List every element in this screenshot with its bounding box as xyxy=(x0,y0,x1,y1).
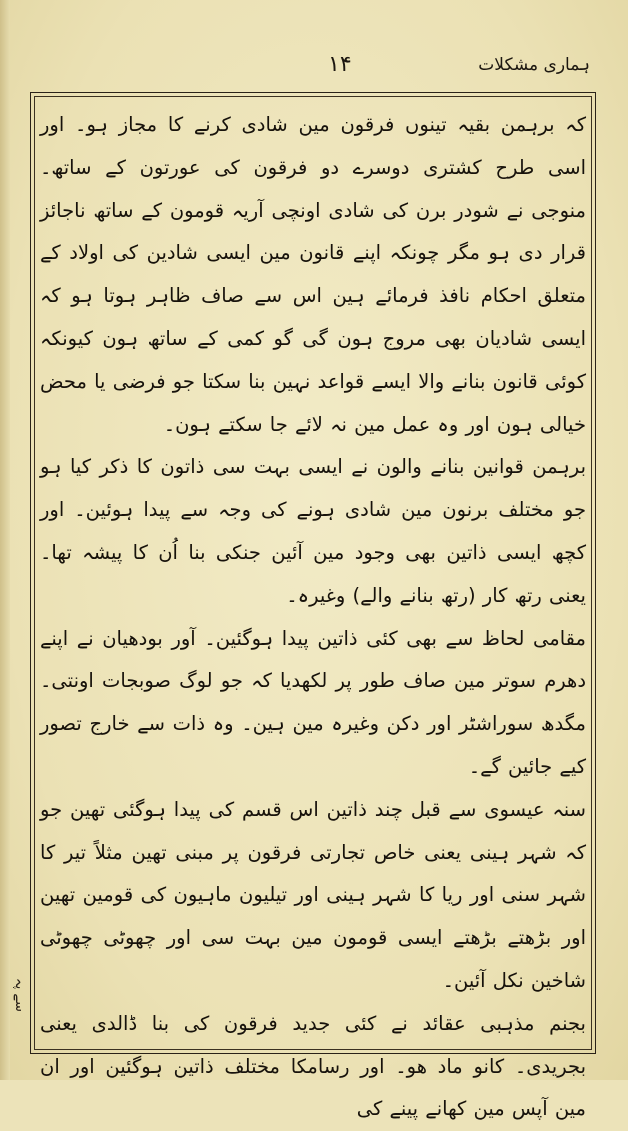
margin-note: سے پہ xyxy=(12,978,27,1012)
running-title: ہماری مشکلات xyxy=(478,55,590,75)
paragraph: بجنم مذہبی عقائد نے کئی جدید فرقون کی بنا ڈالدی یعنی بجریدی۔ کانو ماد ھو۔ اور رسامکا مختلف ذاتین ہوگئین اور ان مین آپس مین کھانے پینے کی xyxy=(40,1011,586,1121)
paragraph: مقامی لحاظ سے بھی کئی ذاتین پیدا ہوگئین۔ آور بودھیان نے اپنے دھرم سوتر مین صاف طور پر لکھدیا کہ جو لوگ صوبجات اونتی۔ مگدھ سوراشٹر اور دکن وغیرہ مین ہین۔ وہ ذات سے خارج تصور کیے جائین گے۔ xyxy=(40,626,586,778)
paragraph: کہ برہمن بقیہ تینوں فرقون مین شادی کرنے کا مجاز ہو۔ اور اسی طرح کشتری دوسرے دو فرقون کی عورتون کے ساتھ۔ منوجی نے شودر برن کی شادی اونچی آریہ قومون کے ساتھ ناجائز قرار دی ہو مگر چونکہ اپنے قانون مین ایسی شادین کی اولاد کے متعلق احکام نافذ فرمائے ہین اس سے صاف ظاہر ہوتا ہو کہ ایسی شادیان بھی مروج ہون گی گو کمی کے ساتھ ہون کیونکہ کوئی قانون بنانے والا ایسے قواعد نہین بنا سکتا جو فرضی یا محض خیالی ہون اور وہ عمل مین نہ لائے جا سکتے ہون۔ xyxy=(40,113,586,436)
page-number: ۱۴ xyxy=(328,52,352,77)
binding-gutter xyxy=(0,0,10,1080)
page-header xyxy=(28,44,602,84)
paragraph: برہمن قوانین بنانے والون نے ایسی بہت سی ذاتون کا ذکر کیا ہو جو مختلف برنون مین شادی ہونے کی وجہ سے پیدا ہوئین۔ اور کچھ ایسی ذاتین بھی وجود مین آئین جنکی بنا اُن کا پیشہ تھا۔ یعنی رتھ کار (رتھ بنانے والے) وغیرہ۔ xyxy=(40,455,586,607)
paragraph: سنہ عیسوی سے قبل چند ذاتین اس قسم کی پیدا ہوگئی تھین جو کہ شہر ہینی یعنی خاص تجارتی فرقون پر مبنی تھین مثلاً تیر کا شہر سنی اور ریا کا شہر ہینی اور تیلیون ماہیون کی قومین تھین اور بڑھتے بڑھتے ایسی قومون مین بہت سی اور چھوٹی چھوٹی شاخین نکل آئین۔ xyxy=(40,797,586,992)
body-text xyxy=(40,104,586,1121)
